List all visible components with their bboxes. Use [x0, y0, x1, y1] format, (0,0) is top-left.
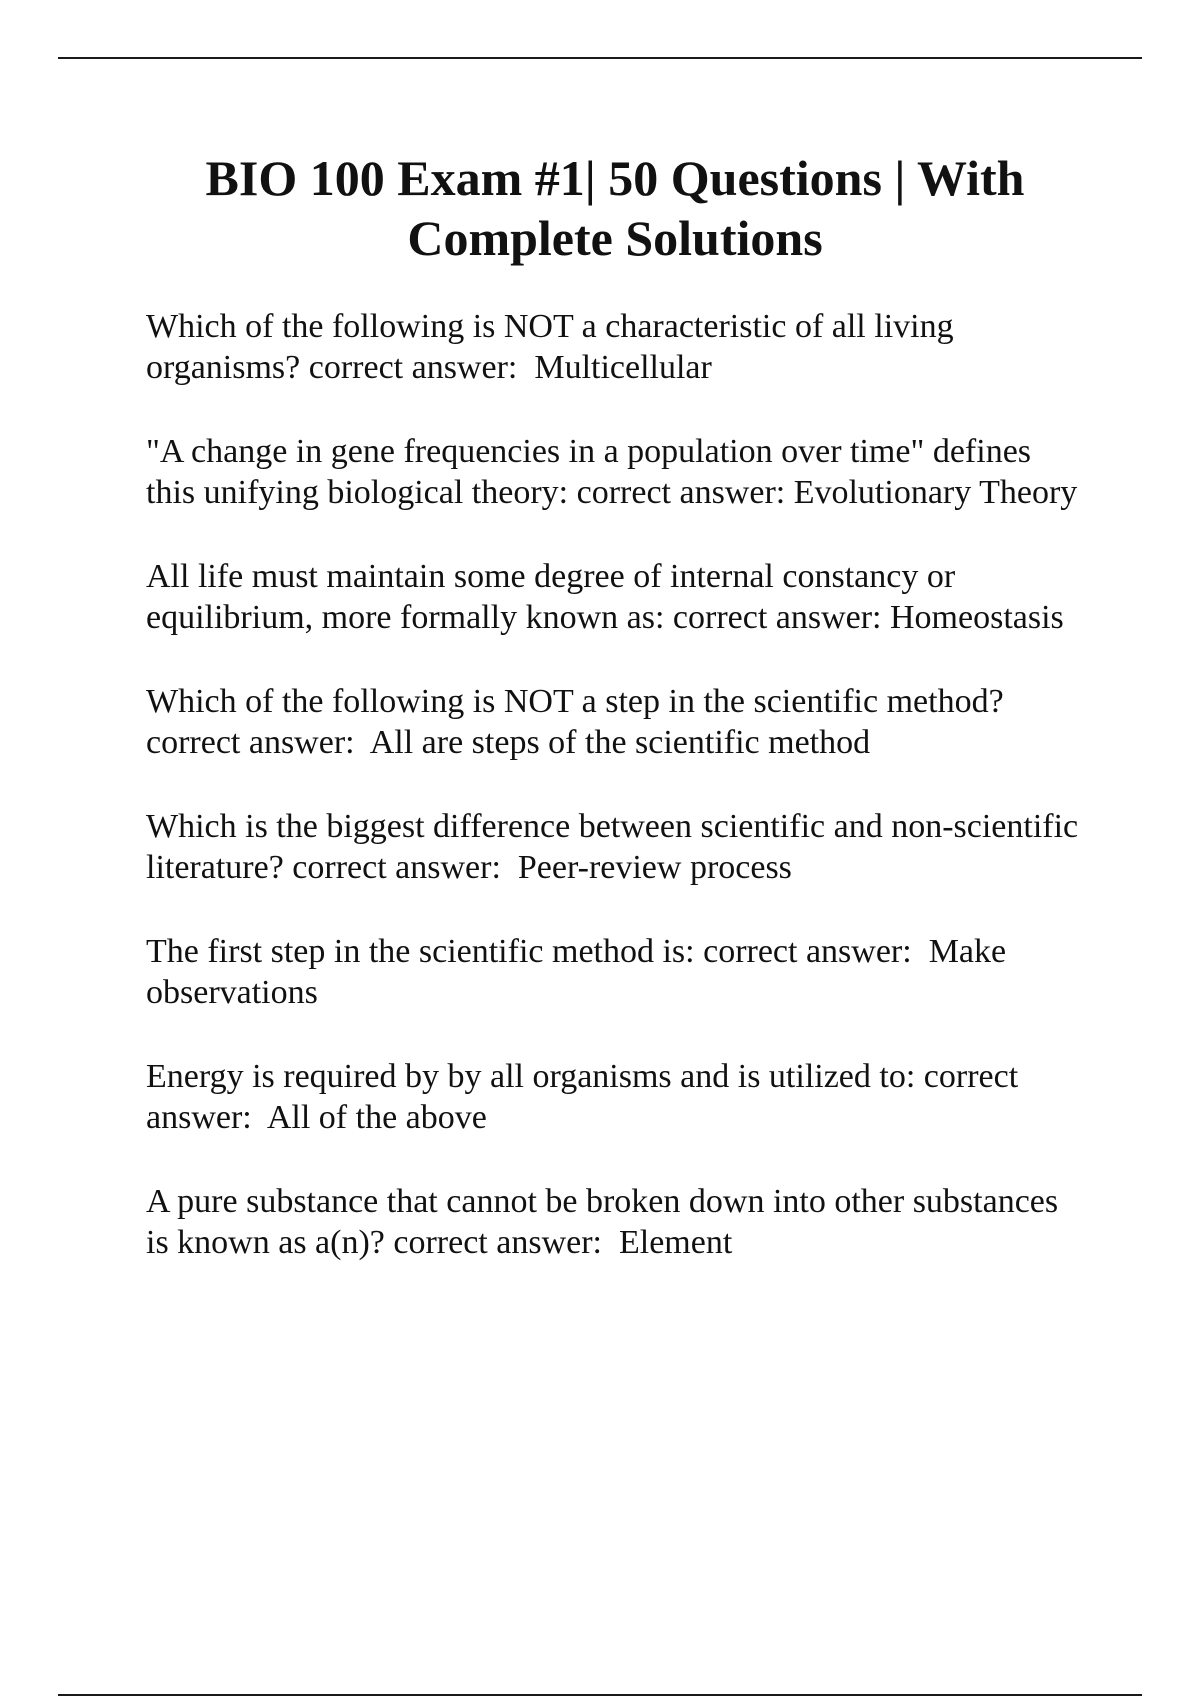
page-title: BIO 100 Exam #1| 50 Questions | With Complete Solutions	[205, 150, 1025, 266]
qa-item-8: A pure substance that cannot be broken down into other substances is known as a(n)? correct answer: Element	[146, 1183, 1067, 1261]
qa-item-2: "A change in gene frequencies in a population over time" defines this unifying biological theory: correct answer: Evolutionary Theory	[146, 433, 1078, 511]
footer-rule	[58, 1694, 1142, 1696]
qa-item-5: Which is the biggest difference between scientific and non-scientific literature? correct answer: Peer-review process	[146, 808, 1087, 886]
qa-item-4: Which of the following is NOT a step in the scientific method? correct answer: All are steps of the scientific method	[146, 683, 1013, 761]
qa-item-3: All life must maintain some degree of internal constancy or equilibrium, more formally known as: correct answer: Homeostasis	[146, 558, 1064, 636]
qa-item-1: Which of the following is NOT a characteristic of all living organisms? correct answer: Multicellular	[146, 308, 963, 386]
qa-list	[146, 306, 1086, 1306]
header-rule	[58, 57, 1142, 59]
qa-item-7: Energy is required by by all organisms and is utilized to: correct answer: All of the above	[146, 1058, 1027, 1136]
qa-item-6: The first step in the scientific method is: correct answer: Make observations	[146, 933, 1015, 1011]
